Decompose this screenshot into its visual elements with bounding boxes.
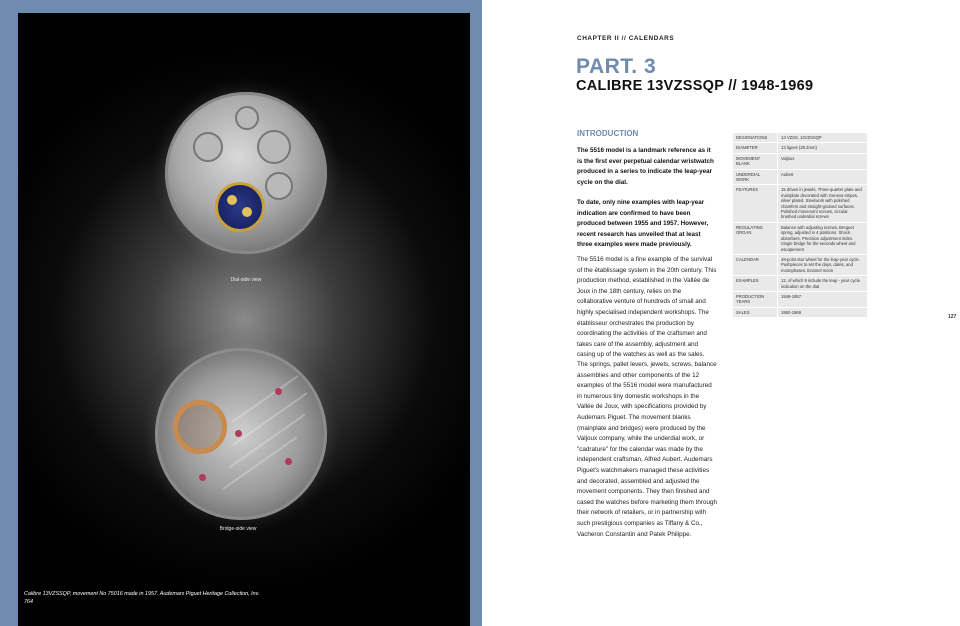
balance-wheel <box>173 400 227 454</box>
spec-value: Balance with adjusting screws, Breguet spring, adjusted in 4 positions. Shock absorbers. Precision adjustment index. Single bridge for the seconds wheel and escapement <box>778 222 868 254</box>
introduction-heading: INTRODUCTION <box>577 129 639 138</box>
spec-key: DESIGNATIONS <box>733 133 778 143</box>
bridge-side-label: Bridge-side view <box>219 526 257 532</box>
spec-row <box>733 276 867 292</box>
spec-row <box>733 254 867 275</box>
spec-key: DIAMETER <box>733 143 778 153</box>
spec-key: MOVEMENT BLANK <box>733 153 778 169</box>
body-paragraph-1-text: The 5516 model is a fine example of the survival of the établissage system in the 20th century. This production method, established in the Vallée de Joux in the 18th century, relies on the collaborative venture of hundreds of small and highly specialised independent workshops. The établisseur orchestrates the production by coordinating the activities of the craftsmen and takes care of the assembly, adjustment and casing up of the watches as well as the sales. <box>577 256 717 359</box>
movement-photo <box>18 13 470 626</box>
spec-value: 12, of which 9 include the leap - year cycle indication on the dial <box>778 276 868 292</box>
body-paragraph-2 <box>577 360 717 540</box>
specifications-table <box>733 132 867 317</box>
spec-value: Aubert <box>778 169 868 185</box>
geneva-stripe <box>232 375 299 423</box>
spec-value: 48-point star wheel for the leap-year cycle. Pushpieces to set the days, dates, and moonphases. Enamel moon <box>778 254 868 275</box>
dial-side-label: Dial-side view <box>230 277 262 283</box>
moonphase-disc <box>215 182 265 232</box>
lead-paragraph-2-text: To date, only nine examples with leap-year indication are confirmed to have been produced between 1955 and 1957. However, recent research has unveiled that at least three examples were made previously. <box>577 199 709 249</box>
moon-icon <box>242 207 252 217</box>
spec-row <box>733 169 867 185</box>
spec-key: UNDERDIAL WORK <box>733 169 778 185</box>
spec-key: REGULATING ORGAN <box>733 222 778 254</box>
spec-row <box>733 185 867 222</box>
spec-value: 13 lignes (29.3mm) <box>778 143 868 153</box>
spec-key: PRODUCTION YEARS <box>733 291 778 307</box>
spec-key: CALENDAR <box>733 254 778 275</box>
spec-row <box>733 133 867 143</box>
spec-key: FEATURES <box>733 185 778 222</box>
spec-row <box>733 222 867 254</box>
lead-paragraph-1 <box>577 146 717 188</box>
jewel <box>199 474 206 481</box>
spec-value: 13 VZSS, 13VZSSQP <box>778 133 868 143</box>
photo-caption: Calibre 13VZSSQP, movement No 75016 made in 1957. Audemars Piguet Heritage Collection, Inv. 764 <box>24 591 260 605</box>
chapter-heading: CHAPTER II // CALENDARS <box>577 35 675 42</box>
moon-icon <box>227 195 237 205</box>
spec-value: 1948-1957 <box>778 291 868 307</box>
lead-paragraph-2 <box>577 198 717 251</box>
gear-decoration <box>257 130 291 164</box>
calibre-title: CALIBRE 13VZSSQP // 1948-1969 <box>576 78 814 94</box>
lead-paragraph-1-text: The 5516 model is a landmark reference as it is the first ever perpetual calendar wristwatch produced in a series to indicate the leap-year cycle on the dial. <box>577 147 714 186</box>
gear-decoration <box>193 132 223 162</box>
jewel <box>275 388 282 395</box>
spec-key: SALES <box>733 307 778 317</box>
jewel <box>285 458 292 465</box>
spec-row <box>733 307 867 317</box>
body-paragraph-2-text: The springs, pallet levers, jewels, screws, balance assemblies and other components of the 12 examples of the 5516 model were manufactured in numerous tiny domestic workshops in the Vallée de Joux, with specifications provided by Audemars Piguet. The movement blanks (mainplate and bridges) were produced by the Valjoux company, while the underdial work, or "cadrature" for the calendar was made by the independent craftsman, Alfred Aubert. Audemars Piguet's watchmakers managed these activities and decorated, assembled and adjusted the movement components. They then finished and cased the watches before marketing them through their network of retailers, or in partnership with such prestigious companies as Tiffany & Co., Vacheron Constantin and Patek Philippe. <box>577 361 718 538</box>
spec-row <box>733 153 867 169</box>
spec-key: EXAMPLES <box>733 276 778 292</box>
part-title: PART. 3 <box>576 55 657 78</box>
body-paragraph-1 <box>577 255 717 361</box>
page-number: 127 <box>948 314 957 320</box>
spec-value: 15 driven in jewels. Three-quarter plate and mainplate decorated with Geneva stripes, silver plated. Steelwork with polished chamfers and straight-grained surfaces. Polished movement screws, circular brushed underdial screws <box>778 185 868 222</box>
gear-decoration <box>235 106 259 130</box>
spec-value: 1950-1969 <box>778 307 868 317</box>
gear-decoration <box>265 172 293 200</box>
jewel <box>235 430 242 437</box>
spec-row <box>733 143 867 153</box>
dial-side-movement-image <box>165 92 327 254</box>
bridge-side-movement-image <box>155 348 327 520</box>
spec-row <box>733 291 867 307</box>
specifications-table-body <box>733 133 867 318</box>
spec-value: Valjoux <box>778 153 868 169</box>
